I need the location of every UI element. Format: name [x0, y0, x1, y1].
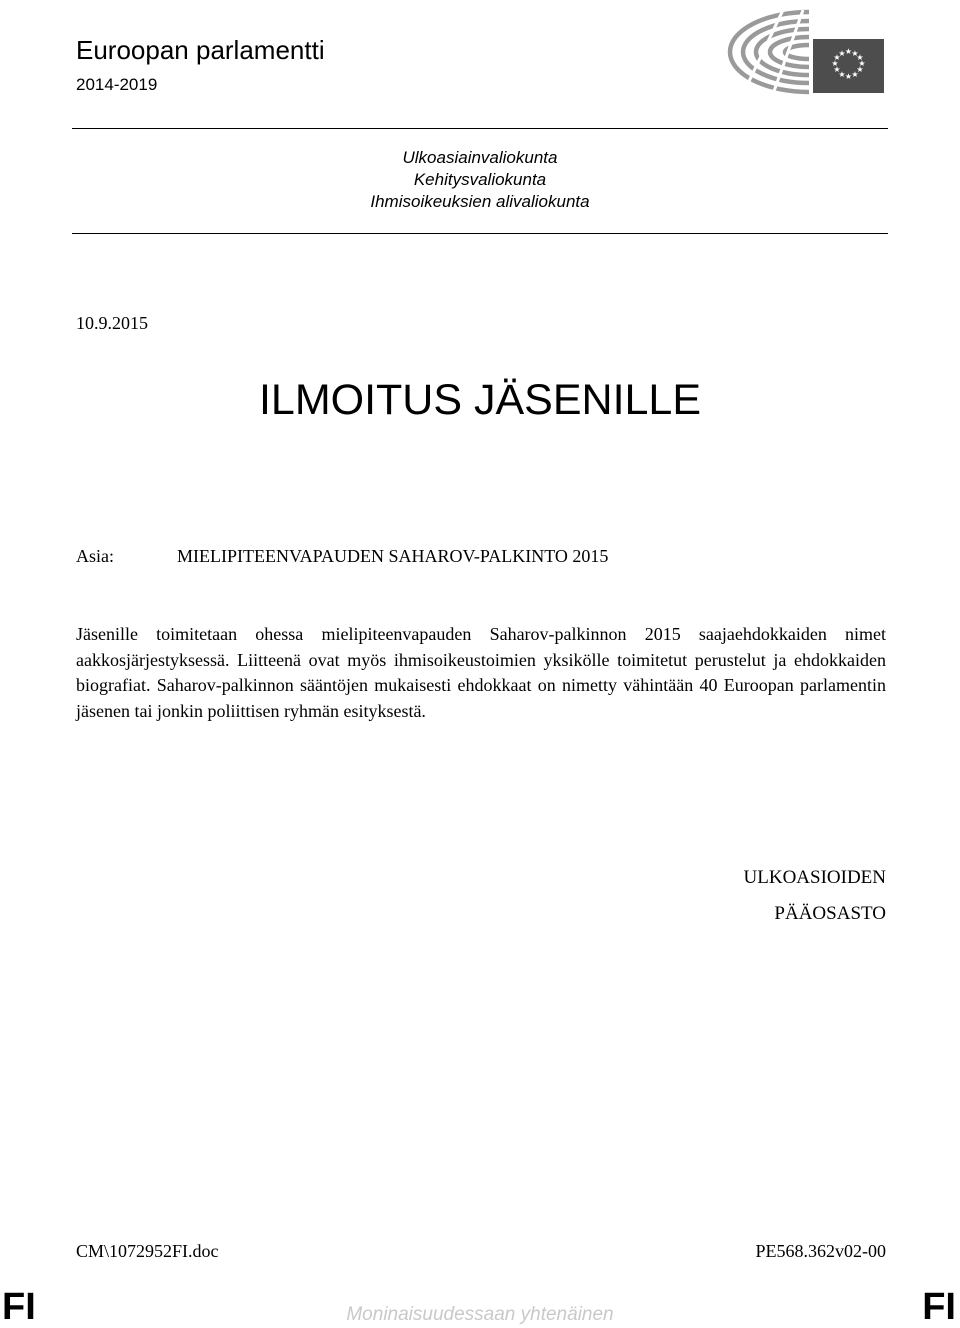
header-divider [72, 128, 888, 129]
document-date: 10.9.2015 [76, 313, 148, 333]
svg-text:★: ★ [838, 70, 846, 79]
svg-text:★: ★ [833, 65, 841, 74]
svg-text:★: ★ [858, 59, 866, 68]
committee-name: Ulkoasiainvaliokunta [402, 148, 558, 167]
svg-text:★: ★ [831, 59, 839, 68]
document-title: ILMOITUS JÄSENILLE [258, 376, 702, 424]
svg-text:★: ★ [856, 53, 864, 62]
svg-text:★: ★ [838, 49, 846, 58]
eu-motto: Moninaisuudessaan yhtenäinen [346, 1304, 614, 1325]
committee-divider [72, 233, 888, 234]
pe-number: PE568.362v02-00 [755, 1241, 886, 1261]
svg-text:★: ★ [851, 70, 859, 79]
language-code-right: FI [922, 1286, 956, 1328]
subject-text: MIELIPITEENVAPAUDEN SAHAROV-PALKINTO 2015 [177, 546, 609, 566]
signature-block [620, 860, 886, 932]
language-code-left: FI [2, 1286, 36, 1328]
svg-text:★: ★ [844, 72, 853, 81]
committee-name: Ihmisoikeuksien alivaliokunta [370, 192, 590, 211]
committee-name: Kehitysvaliokunta [413, 170, 547, 189]
svg-text:★: ★ [856, 65, 864, 74]
body-paragraph [76, 622, 886, 724]
committee-list [72, 147, 888, 213]
body-text: Jäsenille toimitetaan ohessa mielipiteenvapauden Saharov-palkinnon 2015 saajaehdokkaiden nimet aakkosjärjestyksessä. Liitteenä ovat myös ihmisoikeustoimien yksikölle toimitetut perustelut ja ehdokkaiden biografiat. Saharov-palkinnon sääntöjen mukaisesti ehdokkaat on nimetty vähintään 40 Euroopan parlamentin jäsenen tai jonkin poliittisen ryhmän esityksestä. [76, 624, 886, 721]
signature-line: ULKOASIOIDEN [743, 867, 886, 888]
parliamentary-term: 2014-2019 [76, 75, 158, 94]
european-parliament-logo [721, 8, 887, 96]
svg-text:★: ★ [844, 47, 853, 56]
signature-line: PÄÄOSASTO [774, 903, 886, 924]
organization-name: Euroopan parlamentti [76, 35, 325, 65]
document-reference: CM\1072952FI.doc [76, 1241, 219, 1261]
svg-text:★: ★ [833, 53, 841, 62]
svg-text:★: ★ [851, 49, 859, 58]
subject-label: Asia: [76, 546, 114, 566]
